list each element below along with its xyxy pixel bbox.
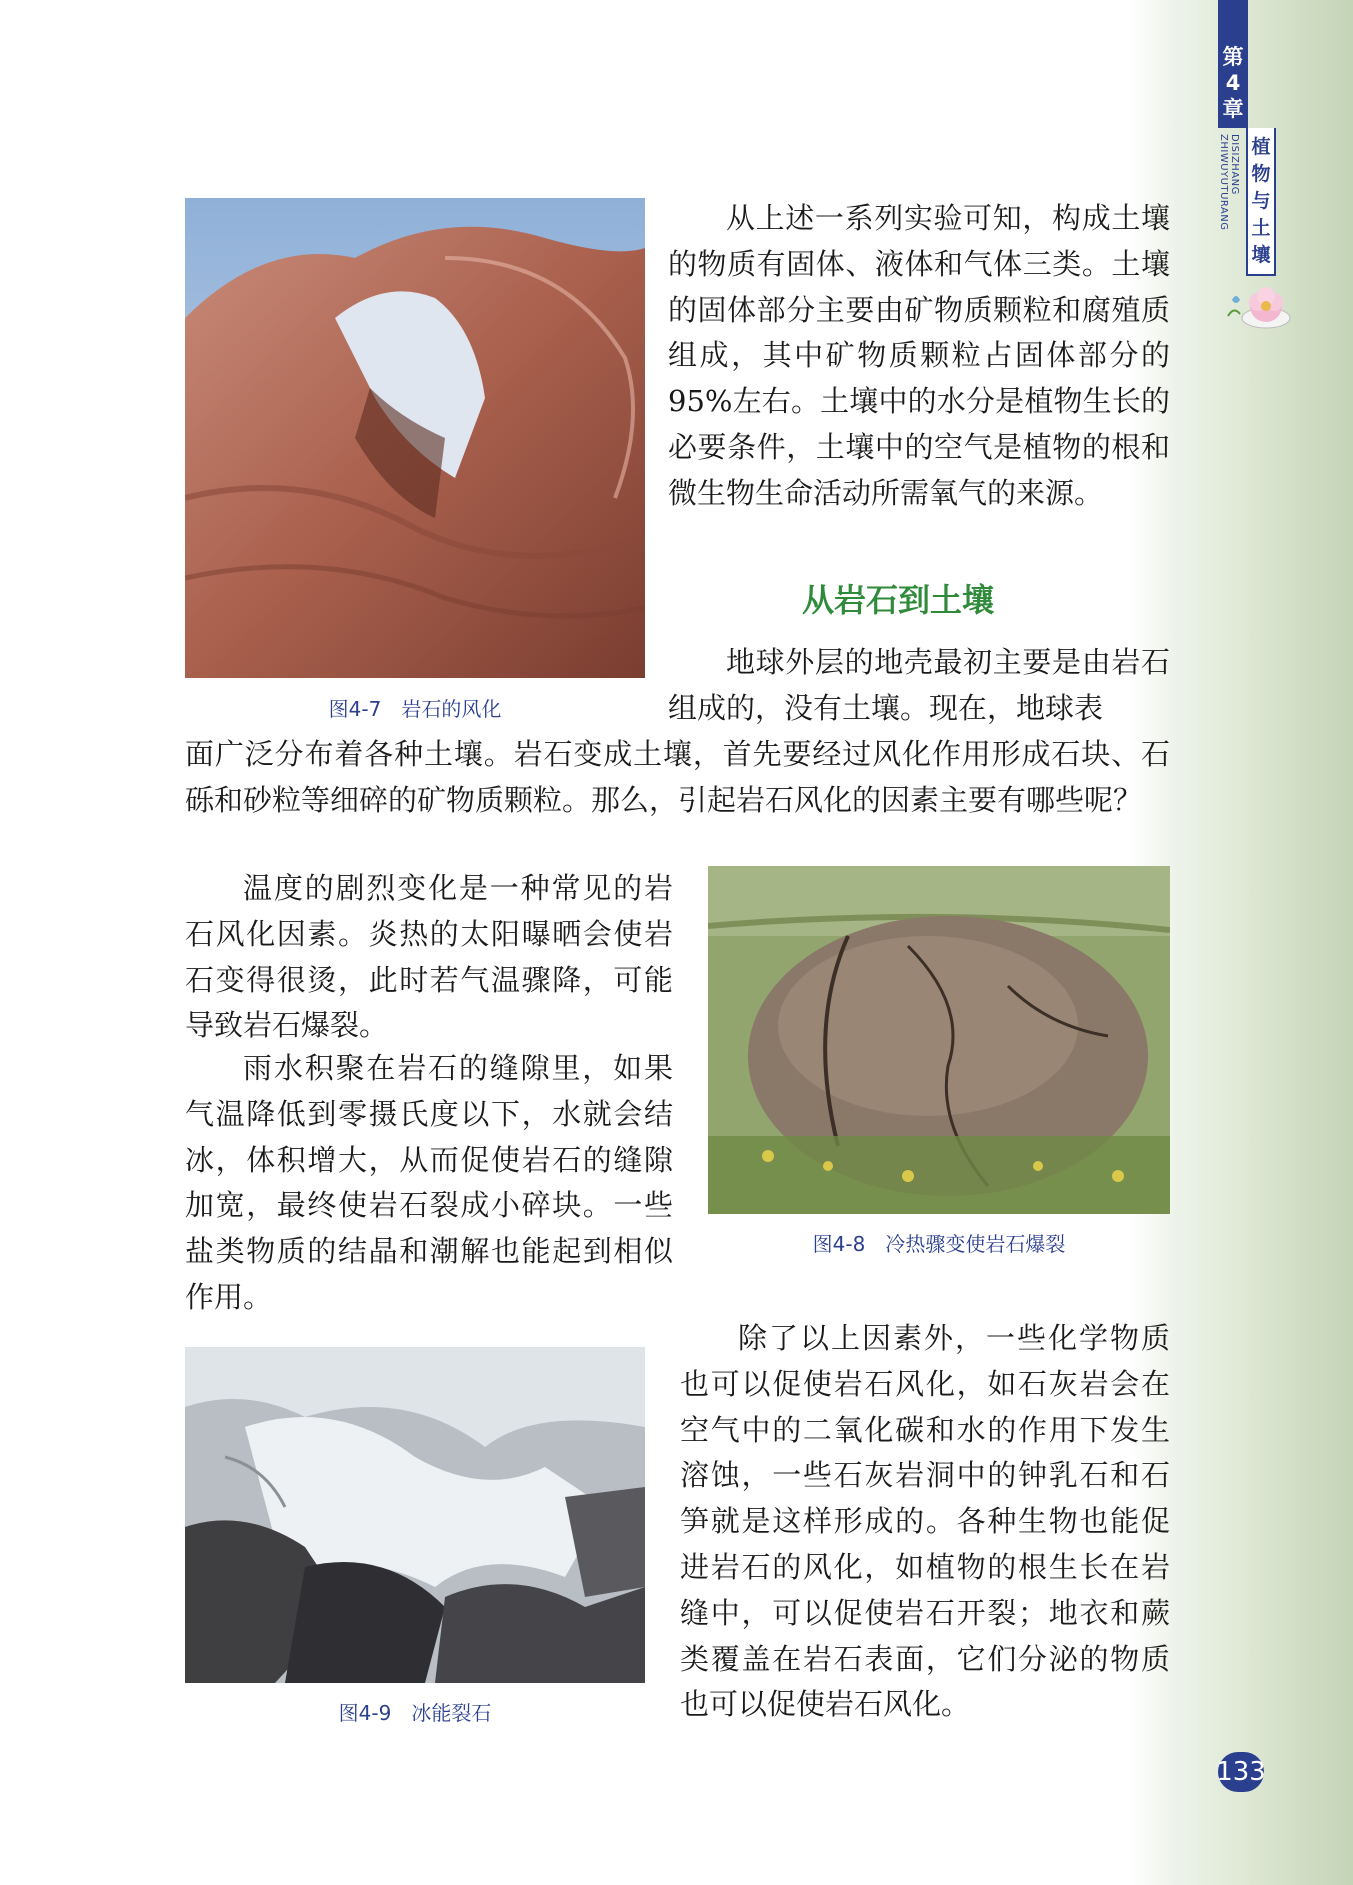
chapter-title-char: 物 [1251,162,1271,185]
chapter-label-char: 章 [1222,97,1244,121]
chapter-title-char: 壤 [1251,243,1271,266]
chapter-title [1246,128,1276,276]
page-number: 133 [1218,1752,1264,1792]
chapter-label-char: 4 [1225,71,1241,95]
paragraph-chemical-biological: 除了以上因素外，一些化学物质也可以促使岩石风化，如石灰岩会在空气中的二氧化碳和水的作用下发生溶蚀，一些石灰岩洞中的钟乳石和石笋就是这样形成的。各种生物也能促进岩石的风化，如植物的根生长在岩缝中，可以促使岩石开裂；地衣和蕨类覆盖在岩石表面，它们分泌的物质也可以促使岩石风化。 [680,1321,1170,1722]
figure-caption-4-8: 图4-8 冷热骤变使岩石爆裂 [812,1232,1066,1256]
section-heading: 从岩石到土壤 [801,581,994,619]
paragraph-rock-to-soil-cont: 面广泛分布着各种土壤。岩石变成土壤，首先要经过风化作用形成石块、石砾和砂粒等细碎的矿物质颗粒。那么，引起岩石风化的因素主要有哪些呢？ [185,737,1170,817]
figure-caption-4-7: 图4-7 岩石的风化 [328,697,502,721]
flower-icon [1222,278,1298,338]
ice-rock-photo [185,1347,645,1683]
paragraph-frost: 雨水积聚在岩石的缝隙里，如果气温降低到零摄氏度以下，水就会结冰，体积增大，从而促使岩石的缝隙加宽，最终使岩石裂成小碎块。一些盐类物质的结晶和潮解也能起到相似作用。 [185,1051,673,1314]
chapter-title-char: 与 [1251,189,1271,212]
chapter-title-char: 植 [1251,135,1271,158]
cracked-boulder-photo [708,866,1170,1214]
chapter-tab [1218,0,1248,128]
rock-arch-photo [185,198,645,678]
paragraph-soil-composition: 从上述一系列实验可知，构成土壤的物质有固体、液体和气体三类。土壤的固体部分主要由矿物质颗粒和腐殖质组成，其中矿物质颗粒占固体部分的95%左右。土壤中的水分是植物生长的必要条件，土壤中的空气是植物的根和微生物生命活动所需氧气的来源。 [668,201,1170,510]
chapter-title-char: 土 [1251,216,1271,239]
paragraph-rock-to-soil-start: 地球外层的地壳最初主要是由岩石组成的，没有土壤。现在，地球表 [668,645,1170,725]
chapter-label-char: 第 [1222,45,1244,69]
chapter-pinyin: DISIZHANG ZHIWUYUTURANG [1218,134,1240,231]
figure-caption-4-9: 图4-9 冰能裂石 [338,1701,492,1725]
paragraph-temperature: 温度的剧烈变化是一种常见的岩石风化因素。炎热的太阳曝晒会使岩石变得很烫，此时若气温骤降，可能导致岩石爆裂。 [185,871,673,1043]
